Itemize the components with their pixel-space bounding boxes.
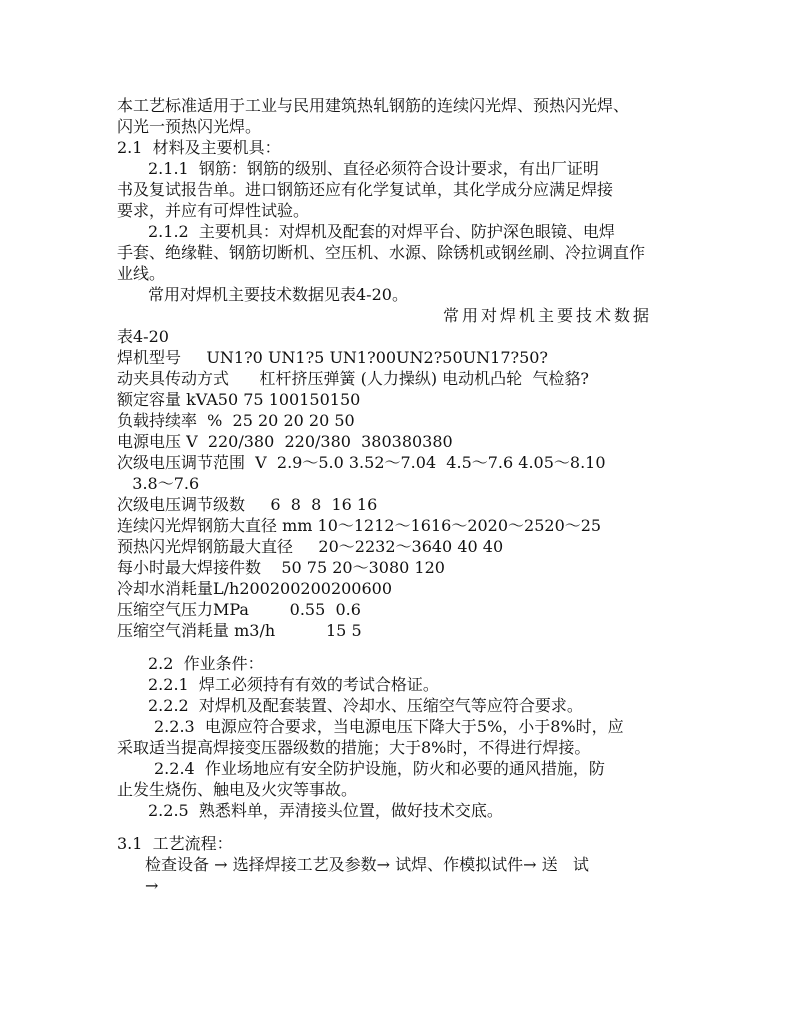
item-2-2-3-line-1: 2.2.3 电源应符合要求，当电源电压下降大于5%，小于8%时，应 <box>154 717 624 736</box>
item-2-1-2-line-2: 手套、绝缘鞋、钢筋切断机、空压机、水源、除锈机或钢丝刷、冷拉调直作 <box>117 243 646 262</box>
item-2-1-1-line-1: 2.1.1 钢筋：钢筋的级别、直径必须符合设计要求，有出厂证明 <box>148 159 599 178</box>
table-row-capacity: 额定容量 kVA50 75 100150150 <box>117 390 361 409</box>
table-row-drive: 动夹具传动方式 杠杆挤压弹簧 (人力操纵) 电动机凸轮 气检貉? <box>117 369 589 388</box>
table-row-secondary-steps: 次级电压调节级数 6 8 8 16 16 <box>117 495 378 514</box>
item-2-1-2-line-1: 2.1.2 主要机具：对焊机及配套的对焊平台、防护深色眼镜、电焊 <box>148 222 615 241</box>
process-flow-line-2: → <box>145 876 159 895</box>
table-row-air-consumption: 压缩空气消耗量 m3/h 15 5 <box>117 621 362 640</box>
item-2-1-1-line-2: 书及复试报告单。进口钢筋还应有化学复试单，其化学成分应满足焊接 <box>117 180 614 199</box>
section-3-1-heading: 3.1 工艺流程： <box>117 834 233 853</box>
table-row-preheat-diameter: 预热闪光焊钢筋最大直径 20～2232～3640 40 40 <box>117 537 504 556</box>
item-2-2-1: 2.2.1 焊工必须持有有效的考试合格证。 <box>148 675 439 694</box>
item-2-1-2-line-3: 业线。 <box>117 264 166 283</box>
table-row-voltage: 电源电压 V 220/380 220/380 380380380 <box>117 432 453 451</box>
table-row-continuous-diameter: 连续闪光焊钢筋大直径 mm 10～1212～1616～2020～2520～25 <box>117 516 602 535</box>
intro-line-2: 闪光一预热闪光焊。 <box>117 117 262 136</box>
process-flow-line-1: 检查设备 → 选择焊接工艺及参数→ 试焊、作模拟试件→ 送 试 <box>145 855 589 874</box>
item-2-1-1-line-3: 要求，并应有可焊性试验。 <box>117 201 310 220</box>
item-2-2-3-line-2: 采取适当提高焊接变压器级数的措施；大于8%时，不得进行焊接。 <box>117 738 591 757</box>
table-row-secondary-range: 次级电压调节范围 V 2.9～5.0 3.52～7.04 4.5～7.6 4.05～8.10 <box>117 453 606 472</box>
intro-line-1: 本工艺标准适用于工业与民用建筑热轧钢筋的连续闪光焊、预热闪光焊、 <box>117 96 630 115</box>
item-2-2-2: 2.2.2 对焊机及配套装置、冷却水、压缩空气等应符合要求。 <box>148 696 583 715</box>
table-reference: 常用对焊机主要技术数据见表4-20。 <box>148 285 408 304</box>
item-2-2-4-line-2: 止发生烧伤、触电及火灾等事故。 <box>117 780 358 799</box>
table-row-secondary-range-cont: 3.8～7.6 <box>117 474 200 493</box>
table-row-model: 焊机型号 UN1?0 UN1?5 UN1?00UN2?50UN17?50? <box>117 348 549 367</box>
section-2-1-heading: 2.1 材料及主要机具： <box>117 138 281 157</box>
table-caption: 常用对焊机主要技术数据 <box>443 306 653 325</box>
item-2-2-5: 2.2.5 熟悉料单，弄清接头位置，做好技术交底。 <box>148 801 503 820</box>
table-row-welds-per-hour: 每小时最大焊接件数 50 75 20～3080 120 <box>117 558 445 577</box>
section-2-2-heading: 2.2 作业条件： <box>148 654 264 673</box>
table-row-air-pressure: 压缩空气压力MPa 0.55 0.6 <box>117 600 361 619</box>
table-number: 表4-20 <box>117 327 169 346</box>
table-row-cooling-water: 冷却水消耗量L/h200200200200600 <box>117 579 393 598</box>
item-2-2-4-line-1: 2.2.4 作业场地应有安全防护设施，防火和必要的通风措施，防 <box>154 759 605 778</box>
table-row-duty: 负载持续率 % 25 20 20 20 50 <box>117 411 355 430</box>
